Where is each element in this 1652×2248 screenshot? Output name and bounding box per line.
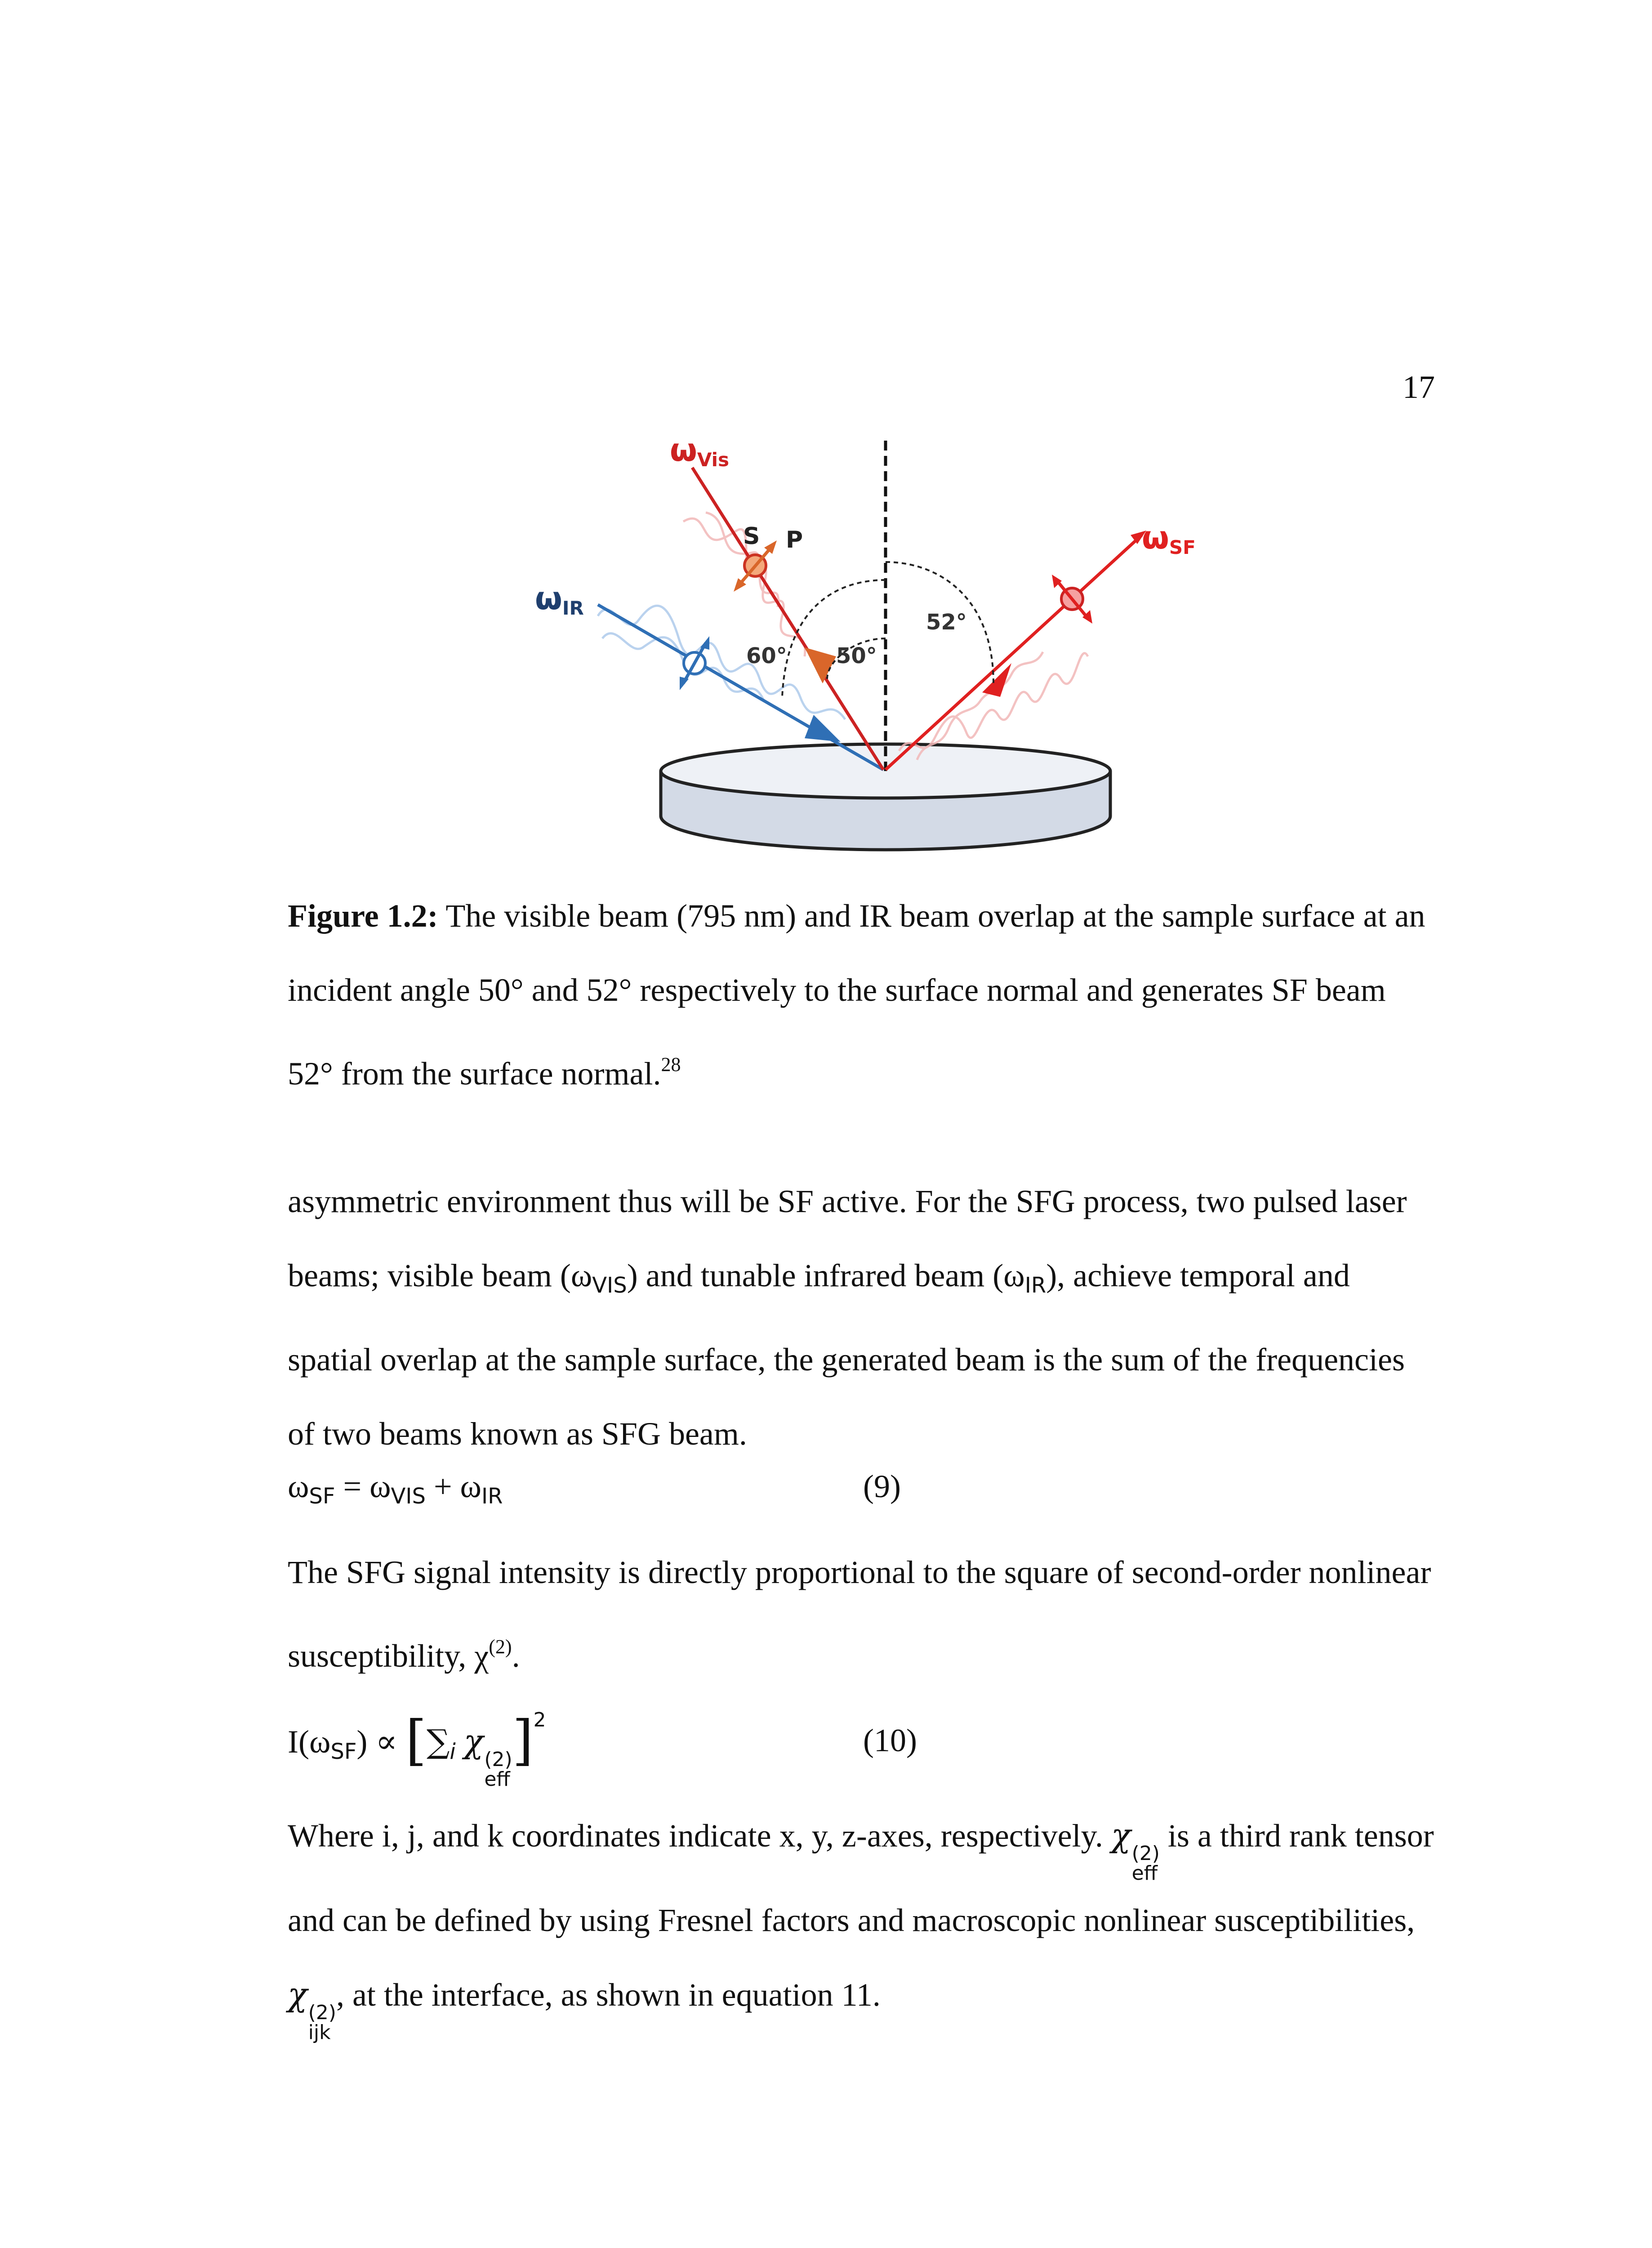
- body-paragraph-sfg-process: asymmetric environment thus will be SF active. For the SFG process, two pulsed laser beams; visible beam $(\omega_{VIS})$ and tunable infrared beam $(\omega_{IR})$, achieve temporal and spatial overlap at the sample surface, the generated beam is the sum of the frequencies of two beams known as SFG beam.: [288, 1183, 1407, 1452]
- equation-10: $I(\omega_{SF}) \propto [\sum_i$ χ (2) eff ]$^2$: [288, 1708, 546, 1791]
- sf-beam: [886, 531, 1146, 770]
- figure-caption: [288, 879, 1438, 1111]
- s-polarization-label: S: [743, 523, 760, 550]
- omega-sf-label: ωSF: [1142, 519, 1196, 558]
- angle-60-label: 60°: [746, 643, 787, 669]
- body-paragraph-tensor: Where i, j, and k coordinates indicate x, y, z-axes, respectively. χ (2) eff is a third rank tensor and can be defined by using Fresnel factors and macroscopic nonlinear susceptibilities, χ (2) ijk , at the interface, as shown in equation 11.: [288, 1816, 1434, 2044]
- angle-50-label: 50°: [836, 643, 877, 669]
- ir-beam: [598, 605, 883, 770]
- visible-beam: [692, 468, 883, 770]
- p-polarization-label: P: [786, 526, 803, 553]
- equation-10-number: (10): [863, 1722, 917, 1758]
- page-number: 17: [1403, 369, 1435, 405]
- sfg-diagram: [494, 405, 1259, 863]
- omega-vis-label: ωVis: [670, 432, 730, 471]
- sample-disk: [661, 744, 1110, 850]
- caption-reference: 28: [661, 1053, 681, 1075]
- body-paragraph-intensity: The SFG signal intensity is directly proportional to the square of second-order nonlinear susceptibility, $\chi^{(2)}$.: [288, 1554, 1431, 1674]
- equation-9: $\omega_{SF} = \omega_{VIS} + \omega_{IR}$: [288, 1468, 503, 1509]
- caption-label: Figure 1.2:: [288, 898, 438, 934]
- angle-52-label: 52°: [926, 610, 967, 635]
- ir-wave: [598, 606, 845, 719]
- omega-ir-label: ωIR: [535, 580, 584, 619]
- caption-text: The visible beam (795 nm) and IR beam overlap at the sample surface at an incident angle 50° and 52° respectively to the surface normal and generates SF beam 52° from the surface normal.: [288, 898, 1425, 1092]
- sfg-geometry-figure: [494, 405, 1259, 863]
- equation-9-number: (9): [863, 1468, 901, 1504]
